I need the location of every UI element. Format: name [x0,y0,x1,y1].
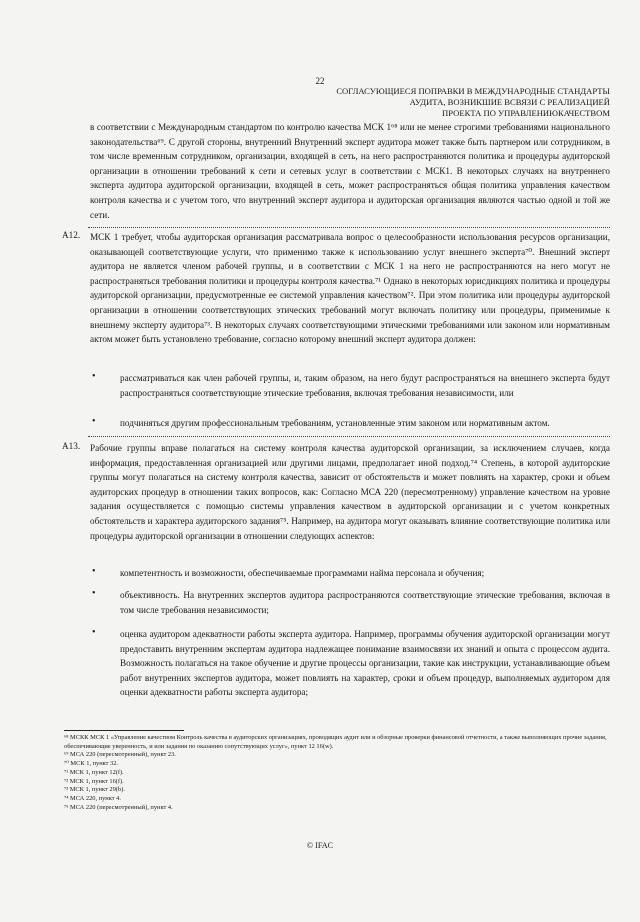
a13-bullet-2: объективность. На внутренних экспертов аудитора распространяются соответствующие этические требования, включая в том числе требования независимости; [120,590,610,615]
a13-bullet-1: компетентность и возможности, обеспечиваемые программами найма персонала и обучения; [120,568,485,578]
footnote: ⁶⁹ МСА 220 (пересмотренный), пункт 23. [64,751,176,759]
separator [88,436,610,437]
a12-bullet-1: рассматриваться как член рабочей группы, и, таким образом, на него будут распространяться на внешнего эксперта будут распространяться соответствующие этические требования, включая требования независимости, или [120,373,610,398]
footnote: ⁷⁴ МСА 220, пункт 4. [64,794,121,802]
separator [88,227,610,228]
running-header [310,86,610,119]
bullet-marker: • [92,416,96,427]
footnote: ⁷⁵ МСА 220 (пересмотренный), пункт 4. [64,803,173,811]
bullet-marker: • [92,627,96,638]
footnote: ⁷³ МСК 1, пункт 29(b). [64,786,125,794]
paragraph-number-a12: A12. [62,230,81,240]
page-footer: © IFAC [306,841,334,850]
footnotes [64,734,610,812]
footnote: ⁷² МСК 1, пункт 16(f). [64,777,124,785]
paragraph-a12: МСК 1 требует, чтобы аудиторская организация рассматривала вопрос о целесообразности использования ресурсов организации, оказывающей соответствующие услуги, что применимо также к использованию услуг внешнего эксперта⁷⁰. Внешний эксперт аудитора не является членом рабочей группы, и в соответствии с МСК 1 на него не распространяются на него могут не распространяться требования политики и процедуры контроля качества.⁷¹ Однако в некоторых юрисдикциях политика и процедуры аудиторской организации, предусмотренные ее системой управления качеством⁷². При этом политика или процедуры аудиторской организации в отношении соответствующих этических требований могут включать политику или процедуры, применимые к внешнему эксперту аудитора⁷³. В некоторых случаях соответствующими этическими требованиями или законом или нормативным актом может быть установлено требование, согласно которому внешний эксперт аудитора должен: [90,232,610,345]
page-number: 22 [315,76,325,86]
bullet-marker: • [92,588,96,599]
intro-paragraph: в соответствии с Международным стандартом по контролю качества МСК 1⁶⁸ или не менее строгими требованиями национального законодательства⁶⁹. С другой стороны, внутренний Внутренний эксперт аудитора может также быть партнером или сотрудником, в том числе временным сотрудником, организации, входящей в сеть, на него распространяются политика и процедуры аудиторской организации в отношении требований к сети и сетевых услуг в соответствии с МСК1. В некоторых случаях на внутреннего эксперта аудитора аудиторской организации, входящей в сеть, может распространяться общая политика управления качеством контроля качества и с учетом того, что внутренний эксперт аудитора и аудиторская организация являются частью одной и той же сети. [90,122,610,220]
footnote: ⁷⁰ МСК 1, пункт 32. [64,760,119,768]
paragraph-a13: Рабочие группы вправе полагаться на систему контроля качества аудиторской организации, за исключением случаев, когда информация, предоставленная организацией или другими лицами, предполагает иной подход.⁷⁴ Степень, в которой аудиторские группы могут полагаться на систему контроля качества, зависит от обстоятельств и может повлиять на характер, сроки и объем аудиторских процедур в отношении таких вопросов, как: Согласно МСА 220 (пересмотренному) управление качеством на уровне задания осуществляется с помощью системы управления качеством в аудиторской организации и с учетом конкретных обстоятельств и характера аудиторского задания⁷⁵. Например, на аудитора могут оказывать влияние соответствующие политика или процедуры аудиторской организации в отношении следующих аспектов: [90,443,610,541]
bullet-marker: • [92,371,96,382]
header-line: СОГЛАСУЮЩИЕСЯ ПОПРАВКИ В МЕЖДУНАРОДНЫЕ СТАНДАРТЫ [336,86,610,96]
header-line: ПРОЕКТА ПО УПРАВЛЕНИЮКАЧЕСТВОМ [442,108,610,118]
bullet-marker: • [92,566,96,577]
a13-bullet-3: оценка аудитором адекватности работы эксперта аудитора. Например, программы обучения аудиторской организации могут предоставить внутренним экспертам аудитора надлежащее понимание взаимосвязи их знаний и опыта с процессом аудита. Возможность полагаться на такое обучение и другие процессы организации, такие как инструкции, устанавливающие объем работ внутренних экспертов аудитора, может повлиять на характер, сроки и объем процедур, выполняемых аудитором для оценки адекватности работы эксперта аудитора; [120,629,610,698]
a12-bullet-2: подчиняться другим профессиональным требованиям, установленные этим законом или нормативным актом. [120,418,550,428]
footnote: ⁶⁸ МСКК МСК 1 «Управление качеством Контроль качества в аудиторских организациях, проводящих аудит или и обзорные проверки финансовой отчетности, а также выполняющих прочие задания, обеспечивающие уверенность, и или задания по оказанию сопутствующих услуг», пункт 12 16(w). [64,734,607,750]
paragraph-number-a13: A13. [62,441,81,451]
footnote: ⁷¹ МСК 1, пункт 12(f). [64,768,124,776]
footnote-rule [64,730,184,731]
header-line: АУДИТА, ВОЗНИКШИЕ ВСВЯЗИ С РЕАЛИЗАЦИЕЙ [409,97,610,107]
